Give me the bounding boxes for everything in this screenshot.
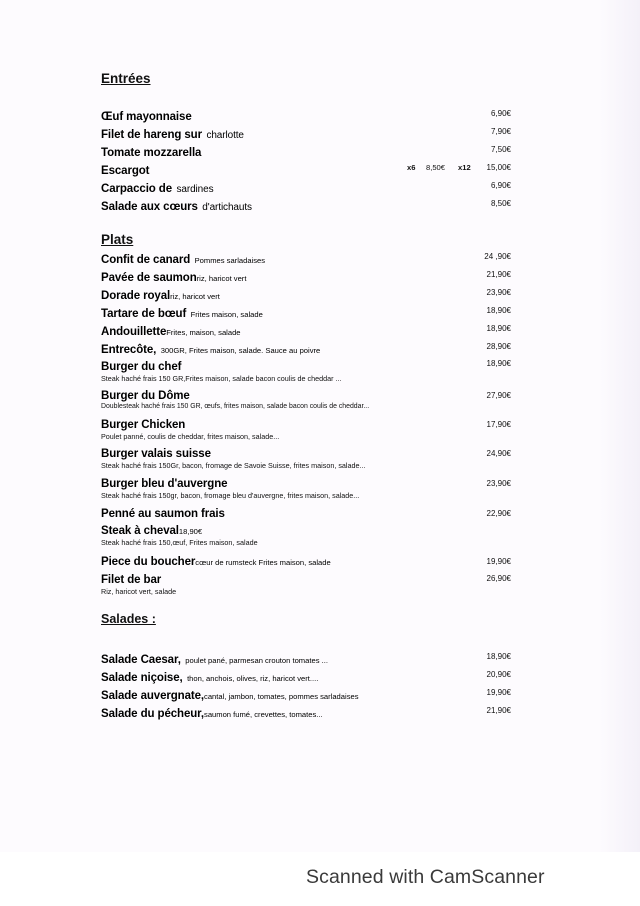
item-name: Confit de canard — [101, 254, 191, 266]
menu-item — [101, 340, 511, 356]
item-name: Filet de hareng sur — [101, 129, 202, 141]
item-subdesc: Poulet panné, coulis de cheddar, frites maison, salade... — [101, 432, 280, 441]
item-desc: thon, anchois, olives, riz, haricot vert.... — [187, 674, 319, 683]
item-desc: riz, haricot vert — [196, 274, 247, 283]
item-desc: riz, haricot vert — [170, 292, 220, 301]
menu-item — [101, 686, 511, 702]
menu-item — [101, 322, 511, 338]
menu-item — [101, 444, 511, 460]
scanner-watermark: Scanned with CamScanner — [306, 866, 545, 888]
item-desc: d'artichauts — [202, 202, 252, 213]
item-name: Carpaccio de — [101, 183, 173, 195]
item-desc: cœur de rumsteck Frites maison, salade — [195, 558, 331, 567]
menu-item — [101, 570, 511, 586]
item-price: 22,90€ — [486, 509, 511, 518]
item-name: Filet de bar — [101, 574, 162, 586]
item-inline-price: 18,90€ — [178, 527, 203, 536]
item-desc: Pommes sarladaises — [194, 256, 266, 265]
option-x12: x12 — [458, 163, 471, 172]
menu-item — [101, 357, 511, 373]
menu-item — [101, 521, 511, 537]
item-name: Pavée de saumon — [101, 272, 197, 284]
item-name: Salade aux cœurs — [101, 201, 198, 213]
item-name: Salade auvergnate, — [101, 690, 205, 702]
menu-item — [101, 250, 511, 266]
section-heading-plats: Plats — [101, 232, 134, 247]
section-heading-salades: Salades : — [101, 612, 156, 626]
item-price: 18,90€ — [486, 306, 511, 315]
item-name: Escargot — [101, 165, 150, 177]
item-price: 19,90€ — [486, 557, 511, 566]
item-price: 18,90€ — [486, 324, 511, 333]
item-desc: Frites, maison, salade — [166, 328, 241, 337]
menu-item — [101, 304, 511, 320]
item-price: 8,50€ — [490, 199, 511, 208]
menu-item — [101, 668, 511, 684]
option-x6-price: 8,50€ — [426, 163, 446, 172]
item-name: Œuf mayonnaise — [101, 111, 192, 123]
item-name: Piece du boucher — [101, 556, 196, 568]
item-desc: 300GR, Frites maison, salade. Sauce au poivre — [160, 346, 321, 355]
item-price: 21,90€ — [486, 270, 511, 279]
item-desc: charlotte — [206, 130, 244, 141]
menu-item — [101, 704, 511, 720]
item-subdesc: Steak haché frais 150gr, bacon, fromage bleu d'auvergne, frites maison, salade... — [101, 491, 360, 500]
menu-item — [101, 552, 511, 568]
menu-item — [101, 125, 511, 141]
item-desc: saumon fumé, crevettes, tomates... — [204, 710, 323, 719]
item-name: Entrecôte, — [101, 344, 157, 356]
item-price: 15,00€ — [486, 163, 511, 172]
menu-item — [101, 107, 511, 123]
item-name: Andouillette — [101, 326, 167, 338]
item-desc: Frites maison, salade — [190, 310, 263, 319]
menu-item — [101, 415, 511, 431]
item-price: 24 ,90€ — [484, 252, 511, 261]
item-name: Burger bleu d'auvergne — [101, 478, 228, 490]
menu-item — [101, 179, 511, 195]
item-price: 26,90€ — [486, 574, 511, 583]
menu-item — [101, 143, 511, 159]
item-subdesc: Riz, haricot vert, salade — [101, 587, 177, 596]
item-price: 28,90€ — [486, 342, 511, 351]
item-subdesc: Steak haché frais 150,œuf, Frites maison, salade — [101, 538, 258, 547]
item-name: Tomate mozzarella — [101, 147, 202, 159]
section-heading-entrees: Entrées — [101, 71, 151, 86]
menu-item — [101, 386, 511, 402]
item-name: Steak à cheval — [101, 525, 179, 537]
item-price: 18,90€ — [486, 652, 511, 661]
item-price: 19,90€ — [486, 688, 511, 697]
item-price: 23,90€ — [486, 479, 511, 488]
item-desc: sardines — [176, 184, 214, 195]
item-name: Salade Caesar, — [101, 654, 181, 666]
item-price: 6,90€ — [490, 181, 511, 190]
item-subdesc: Steak haché frais 150Gr, bacon, fromage de Savoie Suisse, frites maison, salade... — [101, 461, 366, 470]
menu-item — [101, 286, 511, 302]
item-subdesc: Steak haché frais 150 GR,Frites maison, salade bacon coulis de cheddar ... — [101, 374, 342, 383]
item-price: 27,90€ — [486, 391, 511, 400]
menu-item — [101, 197, 511, 213]
item-price: 23,90€ — [486, 288, 511, 297]
item-desc: cantal, jambon, tomates, pommes sarladaises — [204, 692, 359, 701]
item-price: 24,90€ — [486, 449, 511, 458]
menu-item — [101, 268, 511, 284]
item-price: 7,50€ — [490, 145, 511, 154]
item-name: Penné au saumon frais — [101, 508, 225, 520]
item-name: Burger valais suisse — [101, 448, 211, 460]
item-name: Dorade royal — [101, 290, 171, 302]
item-desc: poulet pané, parmesan crouton tomates ... — [185, 656, 328, 665]
item-name: Tartare de bœuf — [101, 308, 187, 320]
menu-item — [101, 474, 511, 490]
item-name: Burger Chicken — [101, 419, 186, 431]
menu-item — [101, 650, 511, 666]
item-name: Salade du pécheur, — [101, 708, 205, 720]
menu-item — [101, 504, 511, 520]
item-name: Burger du chef — [101, 361, 182, 373]
item-price: 18,90€ — [486, 359, 511, 368]
item-name: Burger du Dôme — [101, 390, 190, 402]
menu-item-escargot — [101, 161, 511, 177]
item-name: Salade niçoise, — [101, 672, 183, 684]
item-subdesc: Doublesteak haché frais 150 GR, œufs, frites maison, salade bacon coulis de cheddar... — [101, 403, 370, 410]
item-price: 7,90€ — [490, 127, 511, 136]
item-price: 21,90€ — [486, 706, 511, 715]
item-price: 17,90€ — [486, 420, 511, 429]
item-price: 6,90€ — [490, 109, 511, 118]
item-price: 20,90€ — [486, 670, 511, 679]
option-x6: x6 — [407, 163, 416, 172]
